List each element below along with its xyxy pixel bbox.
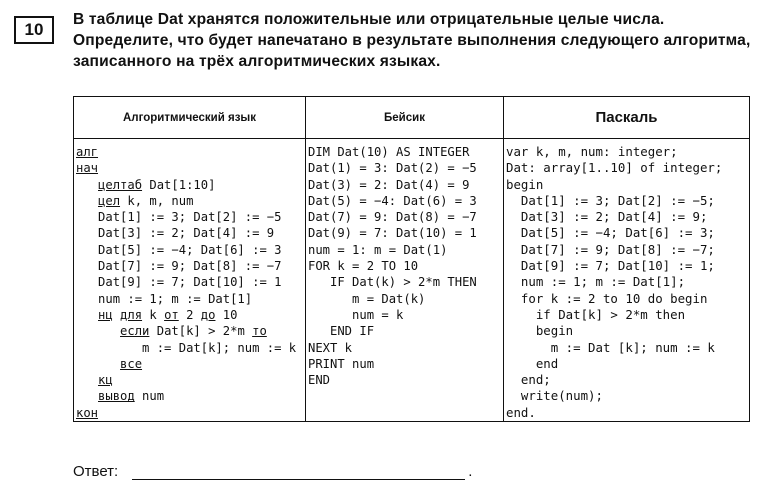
pascal-code	[504, 139, 749, 421]
basic-line: Dat(9) = 7: Dat(10) = 1	[308, 226, 477, 241]
basic-line: num = 1: m = Dat(1)	[308, 242, 448, 257]
basic-line: END	[308, 373, 331, 388]
algo-keyword: целтаб	[98, 177, 143, 192]
pascal-line: end.	[506, 404, 536, 420]
algo-indent	[76, 324, 120, 338]
algo-indent	[76, 275, 98, 289]
header-basic: Бейсик	[306, 97, 504, 139]
algo-line	[76, 291, 305, 307]
pascal-line: Dat[7] := 9; Dat[8] := −7;	[506, 241, 715, 257]
basic-line: NEXT k	[308, 340, 353, 355]
algo-line	[76, 388, 305, 404]
basic-line: FOR k = 2 TO 10	[308, 259, 419, 274]
algo-text: k	[142, 307, 165, 322]
task-line-2: Определите, что будет напечатано в результате выполнения следующего алгоритма,	[73, 32, 751, 49]
answer-label: Ответ:	[73, 463, 119, 480]
code-table	[73, 96, 750, 422]
answer-row	[73, 463, 472, 480]
algo-code-cell	[74, 139, 306, 422]
algo-keyword: если	[120, 324, 150, 339]
algo-line	[76, 258, 305, 274]
pascal-line: begin	[506, 176, 544, 192]
pascal-line: end	[506, 355, 559, 371]
algo-text: k, m, num	[120, 193, 194, 208]
algo-text: 10	[215, 307, 238, 322]
algo-text: num := 1; m := Dat[1]	[98, 291, 253, 306]
algo-text: Dat[3] := 2; Dat[4] := 9	[98, 226, 275, 241]
algo-keyword: нач	[76, 161, 99, 176]
algo-line	[76, 274, 305, 290]
algo-indent	[76, 194, 98, 208]
task-line-3: записанного на трёх алгоритмических языках.	[73, 53, 441, 70]
algo-keyword: вывод	[98, 389, 135, 404]
header-pascal: Паскаль	[504, 97, 750, 139]
basic-line: Dat(1) = 3: Dat(2) = −5	[308, 161, 477, 176]
basic-line: DIM Dat(10) AS INTEGER	[308, 145, 470, 159]
algo-indent	[76, 292, 98, 306]
algo-indent	[76, 373, 98, 387]
algo-line	[76, 307, 305, 323]
basic-line: IF Dat(k) > 2*m THEN	[308, 275, 477, 290]
algo-indent	[76, 308, 98, 322]
algo-line	[76, 405, 305, 421]
algo-indent	[76, 389, 98, 403]
basic-line: Dat(3) = 2: Dat(4) = 9	[308, 177, 470, 192]
pascal-line: var k, m, num: integer;	[506, 144, 678, 159]
pascal-line: if Dat[k] > 2*m then	[506, 306, 686, 322]
pascal-line: Dat[1] := 3; Dat[2] := −5;	[506, 192, 715, 208]
answer-input-line[interactable]	[132, 465, 465, 480]
algo-keyword: для	[120, 307, 143, 322]
algo-line	[76, 372, 305, 388]
algo-indent	[76, 259, 98, 273]
algo-text: num	[134, 389, 165, 404]
basic-line: num = k	[308, 307, 404, 322]
pascal-line: Dat[5] := −4; Dat[6] := 3;	[506, 225, 715, 241]
basic-line: END IF	[308, 324, 375, 339]
algo-keyword: алг	[76, 145, 99, 159]
algo-indent	[76, 226, 98, 240]
pascal-line: begin	[506, 323, 574, 339]
pascal-line: Dat[3] := 2; Dat[4] := 9;	[506, 209, 708, 225]
algo-line	[76, 323, 305, 339]
basic-line: PRINT num	[308, 356, 375, 371]
algo-line	[76, 225, 305, 241]
algo-indent	[76, 243, 98, 257]
algo-text: Dat[1] := 3; Dat[2] := −5	[98, 210, 282, 225]
algo-indent	[76, 210, 98, 224]
task-text	[73, 9, 759, 72]
basic-line: Dat(5) = −4: Dat(6) = 3	[308, 193, 477, 208]
algo-text: m := Dat[k]; num := k	[142, 340, 297, 355]
algo-line	[76, 177, 305, 193]
algo-text: Dat[9] := 7; Dat[10] := 1	[98, 275, 282, 290]
pascal-line: end;	[506, 372, 551, 388]
pascal-line: write(num);	[506, 388, 603, 404]
algo-line	[76, 340, 305, 356]
algo-keyword: до	[200, 307, 216, 322]
algo-line	[76, 160, 305, 176]
algo-keyword: цел	[98, 193, 121, 208]
algo-text: Dat[k] > 2*m	[149, 324, 253, 339]
algo-text: 2	[178, 307, 201, 322]
algo-indent	[76, 357, 120, 371]
basic-line: m = Dat(k)	[308, 291, 426, 306]
algo-keyword: от	[164, 307, 179, 322]
algo-indent	[76, 178, 98, 192]
algo-text: Dat[1:10]	[142, 177, 216, 192]
algo-text: Dat[5] := −4; Dat[6] := 3	[98, 242, 282, 257]
pascal-code-cell	[504, 139, 750, 422]
algo-keyword: то	[252, 324, 267, 339]
algo-keyword: кц	[98, 373, 113, 388]
algo-keyword: кон	[76, 405, 99, 420]
algo-code	[74, 139, 305, 421]
basic-line: Dat(7) = 9: Dat(8) = −7	[308, 210, 477, 225]
task-line-1: В таблице Dat хранятся положительные или отрицательные целые числа.	[73, 11, 665, 28]
pascal-line: num := 1; m := Dat[1];	[506, 274, 686, 290]
algo-text	[113, 308, 120, 322]
basic-code	[306, 139, 503, 388]
task-number: 10	[14, 16, 54, 44]
algo-line	[76, 193, 305, 209]
algo-indent	[76, 341, 142, 355]
pascal-line: m := Dat [k]; num := k	[506, 339, 715, 355]
basic-code-cell	[306, 139, 504, 422]
algo-line	[76, 144, 305, 160]
algo-text: Dat[7] := 9; Dat[8] := −7	[98, 259, 282, 274]
pascal-line: Dat[9] := 7; Dat[10] := 1;	[506, 258, 715, 274]
algo-line	[76, 209, 305, 225]
algo-line	[76, 242, 305, 258]
pascal-line: for k := 2 to 10 do begin	[506, 290, 708, 306]
algo-keyword: все	[120, 356, 143, 371]
answer-end: .	[468, 463, 473, 480]
pascal-line: Dat: array[1..10] of integer;	[506, 160, 723, 176]
algo-keyword: нц	[98, 307, 113, 322]
header-algo: Алгоритмический язык	[74, 97, 306, 139]
algo-line	[76, 356, 305, 372]
